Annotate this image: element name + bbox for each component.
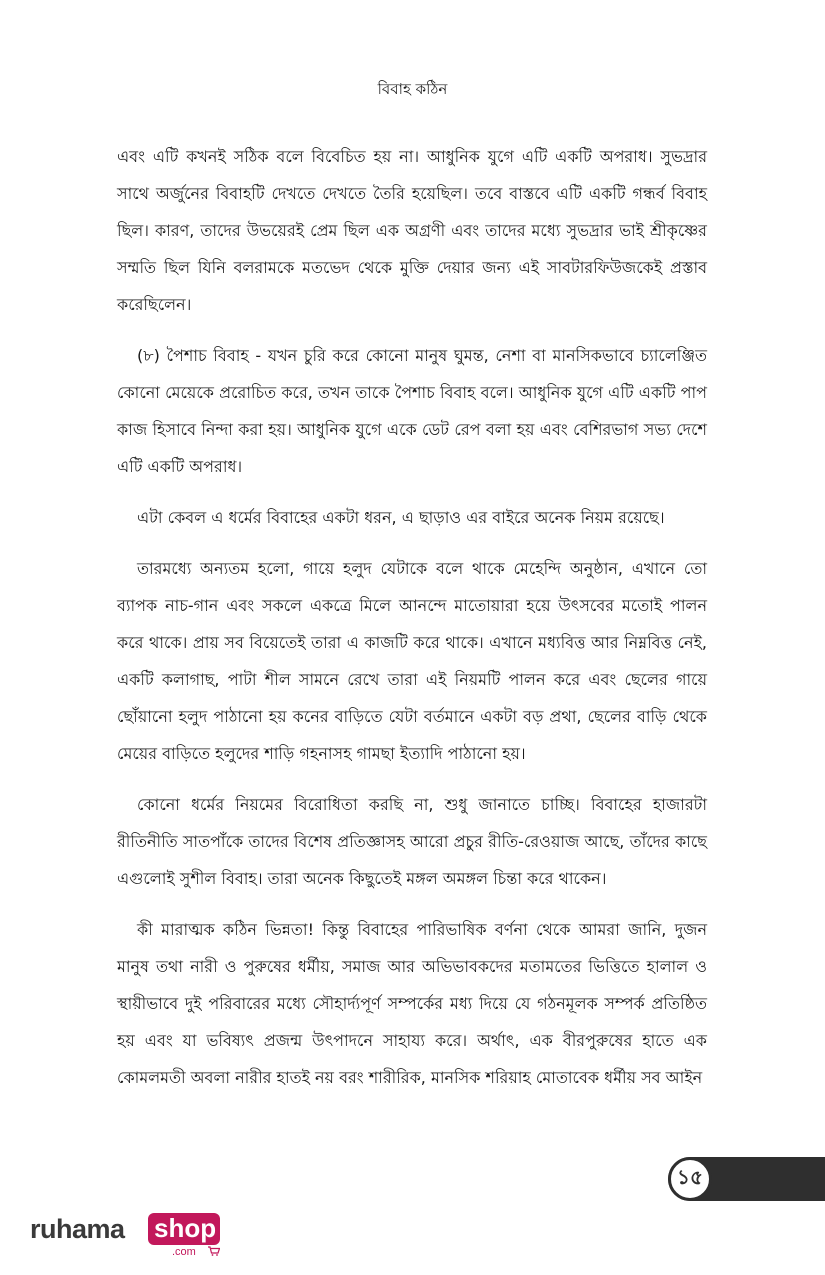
- page-number-tab: [668, 1157, 825, 1201]
- paragraph: (৮) পৈশাচ বিবাহ - যখন চুরি করে কোনো মানুষ ঘুমন্ত, নেশা বা মানসিকভাবে চ্যালেঞ্জিত কোনো মেয়েকে প্ররোচিত করে, তখন তাকে পৈশাচ বিবাহ বলে। আধুনিক যুগে এটি একটি পাপ কাজ হিসাবে নিন্দা করা হয়। আধুনিক যুগে একে ডেট রেপ বলা হয় এবং বেশিরভাগ সভ্য দেশে এটি একটি অপরাধ।: [117, 346, 707, 476]
- page-number: ১৫: [668, 1157, 712, 1201]
- running-head: বিবাহ কঠিন: [377, 80, 448, 98]
- logo-shop-text: shop: [154, 1213, 217, 1243]
- paragraph: কোনো ধর্মের নিয়মের বিরোধিতা করছি না, শুধু জানাতে চাচ্ছি। বিবাহের হাজারটা রীতিনীতি সাতপাঁকে তাদের বিশেষ প্রতিজ্ঞাসহ আরো প্রচুর রীতি-রেওয়াজ আছে, তাঁদের কাছে এগুলোই সুশীল বিবাহ। তারা অনেক কিছুতেই মঙ্গল অমঙ্গল চিন্তা করে থাকেন।: [117, 795, 707, 888]
- paragraph: তারমধ্যে অন্যতম হলো, গায়ে হলুদ যেটাকে বলে থাকে মেহেন্দি অনুষ্ঠান, এখানে তো ব্যাপক নাচ-গান এবং সকলে একত্রে মিলে আনন্দে মাতোয়ারা হয়ে উৎসবের মতোই পালন করে থাকে। প্রায় সব বিয়েতেই তারা এ কাজটি করে থাকে। এখানে মধ্যবিত্ত আর নিম্নবিত্ত নেই, একটি কলাগাছ, পাটা শীল সামনে রেখে তারা এই নিয়মটি পালন করে এবং ছেলের গায়ে ছোঁয়ানো হলুদ পাঠানো হয় কনের বাড়িতে যেটা বর্তমানে একটা বড় প্রথা, ছেলের বাড়ি থেকে মেয়ের বাড়িতে হলুদের শাড়ি গহনাসহ গামছা ইত্যাদি পাঠানো হয়।: [117, 559, 707, 763]
- paragraph: এবং এটি কখনই সঠিক বলে বিবেচিত হয় না। আধুনিক যুগে এটি একটি অপরাধ। সুভদ্রার সাথে অর্জুনের বিবাহটি দেখতে দেখতে তৈরি হয়েছিল। তবে বাস্তবে এটি একটি গন্ধর্ব বিবাহ ছিল। কারণ, তাদের উভয়েরই প্রেম ছিল এক অগ্রণী এবং তাদের মধ্যে সুভদ্রার ভাই শ্রীকৃষ্ণের সম্মতি ছিল যিনি বলরামকে মতভেদ থেকে মুক্তি দেয়ার জন্য এই সাবটারফিউজকেই প্রস্তাব করেছিলেন।: [117, 147, 707, 314]
- ruhamashop-logo: [30, 1208, 230, 1260]
- logo-domain-text: .com: [172, 1246, 196, 1258]
- body-text: [117, 138, 707, 1110]
- paragraph: কী মারাত্মক কঠিন ভিন্নতা! কিন্তু বিবাহের পারিভাষিক বর্ণনা থেকে আমরা জানি, দুজন মানুষ তথা নারী ও পুরুষের ধর্মীয়, সমাজ আর অভিভাবকদের মতামতের ভিত্তিতে হালাল ও স্থায়ীভাবে দুই পরিবারের মধ্যে সৌহার্দ্যপূর্ণ সম্পর্কের মধ্য দিয়ে যে গঠনমূলক সম্পর্ক প্রতিষ্ঠিত হয় এবং যা ভবিষ্যৎ প্রজন্ম উৎপাদনে সাহায্য করে। অর্থাৎ, এক বীরপুরুষের হাতে এক কোমলমতী অবলা নারীর হাতই নয় বরং শারীরিক, মানসিক শরিয়াহ মোতাবেক ধর্মীয় সব আইন: [117, 920, 707, 1087]
- cart-icon: [208, 1246, 220, 1256]
- logo-ruhama-text: ruhama: [30, 1214, 125, 1244]
- paragraph: এটা কেবল এ ধর্মের বিবাহের একটা ধরন, এ ছাড়াও এর বাইরে অনেক নিয়ম রয়েছে।: [137, 508, 665, 527]
- logo-shop-box: [148, 1213, 220, 1245]
